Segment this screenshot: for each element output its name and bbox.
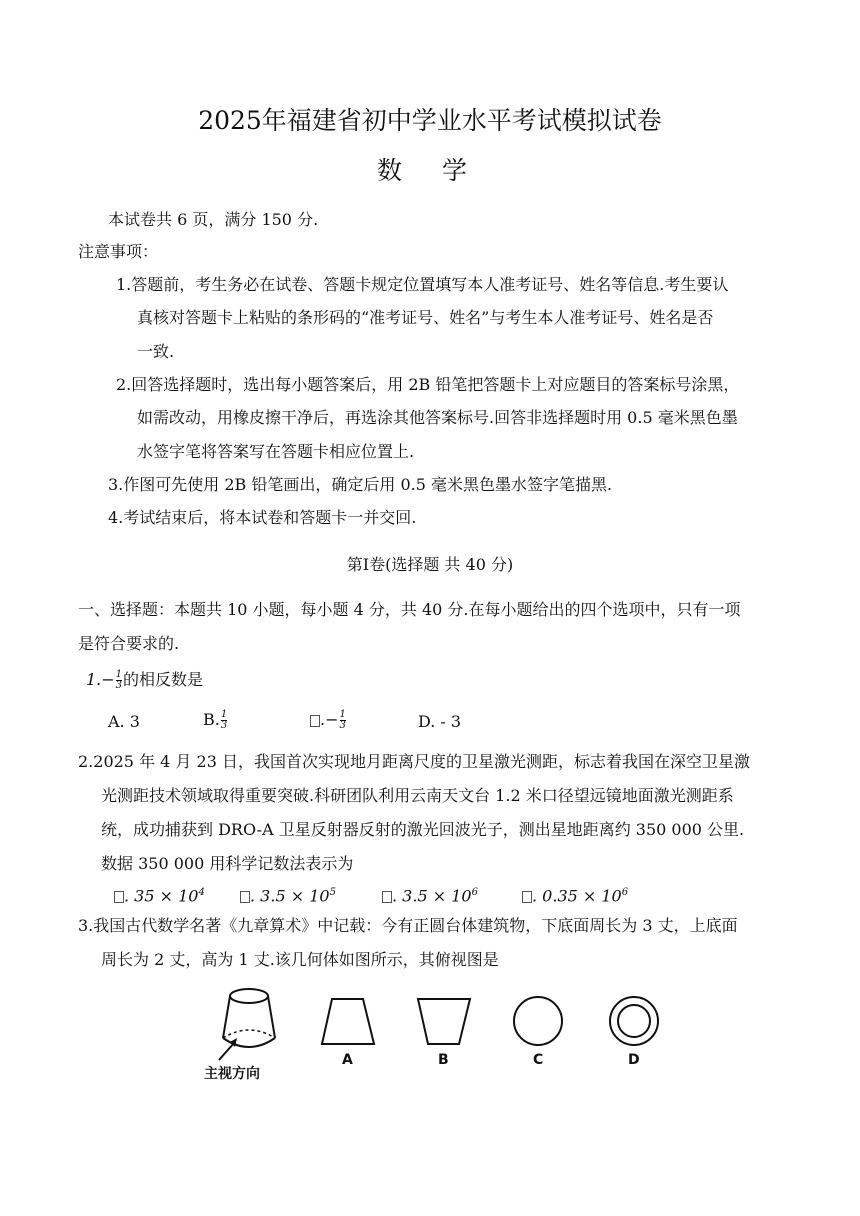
note-4: 4.考试结束后，将本试卷和答题卡一并交回. (108, 508, 417, 527)
q2-option-b: . $3.5 \times 10^5$ (240, 883, 336, 906)
note-1-line-1: 1.答题前，考生务必在试卷、答题卡规定位置填写本人准考证号、姓名等信息.考生要认 (116, 275, 729, 294)
option-d-label: D (628, 1052, 640, 1068)
exam-title: 2025年福建省初中学业水平考试模拟试卷 (198, 106, 662, 135)
option-a-trapezoid-shape (318, 996, 378, 1048)
option-b-label: B (438, 1052, 449, 1068)
notes-heading: 注意事项： (78, 242, 159, 261)
q2-option-d: . $0.35 \times 10^6$ (522, 883, 628, 906)
q1-suffix: 的相反数是 (123, 670, 204, 689)
option-a-label: A (342, 1052, 353, 1068)
question-2-line-4: 数据 350 000 用科学记数法表示为 (101, 854, 354, 873)
q1-option-d: D. - 3 (418, 712, 462, 731)
note-2-line-2: 如需改动，用橡皮擦干净后，再选涂其他答案标号.回答非选择题时用 0.5 毫米黑色墨 (137, 408, 738, 427)
section-one-line-1: 一、选择题：本题共 10 小题，每小题 4 分，共 40 分.在每小题给出的四个选项中，只有一项 (78, 600, 741, 619)
q1-option-a: A. 3 (108, 712, 140, 731)
intro-text: 本试卷共 6 页，满分 150 分. (108, 210, 319, 229)
option-d-concentric-circles-shape (606, 994, 662, 1050)
question-2-line-2: 光测距技术领域取得重要突破.科研团队利用云南天文台 1.2 米口径望远镜地面激光测距系 (101, 786, 734, 805)
subject-title: 数 学 (377, 156, 483, 185)
q1-fraction: $\frac{1}{3}$ (115, 669, 123, 691)
option-b-inverted-trapezoid-shape (414, 996, 474, 1048)
question-2-line-1: 2.2025 年 4 月 23 日，我国首次实现地月距离尺度的卫星激光测距，标志着我国在深空卫星激 (78, 752, 750, 771)
question-2-line-3: 统，成功捕获到 DRO-A 卫星反射器反射的激光回波光子，测出星地距离约 350 000 公里. (101, 820, 745, 839)
part-one-heading: 第Ⅰ卷(选择题 共 40 分) (346, 555, 514, 574)
note-2-line-3: 水签字笔将答案写在答题卡相应位置上. (137, 442, 415, 461)
note-1-line-3: 一致. (137, 342, 175, 361)
section-one-line-2: 是符合要求的. (78, 634, 180, 653)
main-view-direction-label: 主视方向 (204, 1066, 260, 1082)
note-2-line-1: 2.回答选择题时，选出每小题答案后，用 2B 铅笔把答题卡上对应题目的答案标号涂黑， (116, 375, 740, 394)
option-c-circle-shape (510, 994, 566, 1050)
note-3: 3.作图可先使用 2B 铅笔画出，确定后用 0.5 毫米黑色墨水签字笔描黑. (108, 475, 613, 494)
q2-option-a: . $35 \times 10^4$ (114, 883, 205, 906)
missing-glyph-box (310, 715, 320, 727)
question-3-line-1: 3.我国古代数学名著《九章算术》中记载：今有正圆台体建筑物，下底面周长为 3 丈，上底面 (78, 916, 738, 935)
q1-option-b: B. $\frac{1}{3}$ (203, 709, 228, 731)
q2-option-c: . $3.5 \times 10^6$ (382, 883, 478, 906)
question-1-stem (86, 670, 203, 691)
note-1-line-2: 真核对答题卡上粘贴的条形码的“准考证号、姓名”与考生本人准考证号、姓名是否 (137, 308, 714, 327)
q1-prefix: 1.− (86, 670, 115, 689)
q1-option-c: .− $\frac{1}{3}$ (310, 710, 347, 731)
option-c-label: C (533, 1052, 544, 1068)
question-3-line-2: 周长为 2 丈，高为 1 丈.该几何体如图所示，其俯视图是 (101, 950, 499, 969)
